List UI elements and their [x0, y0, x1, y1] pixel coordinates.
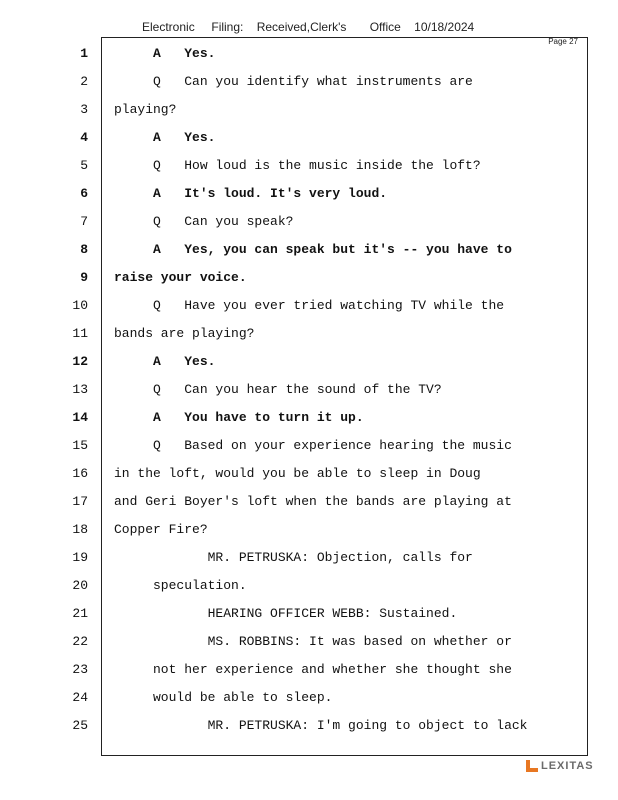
- line-number: 10: [72, 298, 88, 313]
- transcript-line: Q Can you identify what instruments are: [114, 74, 473, 89]
- line-number: 1: [80, 46, 88, 61]
- transcript-line: and Geri Boyer's loft when the bands are playing at: [114, 494, 512, 509]
- line-number: 20: [72, 578, 88, 593]
- line-number: 17: [72, 494, 88, 509]
- transcript-line: Q Have you ever tried watching TV while the: [114, 298, 505, 313]
- transcript-line: Copper Fire?: [114, 522, 208, 537]
- transcript-line: Q How loud is the music inside the loft?: [114, 158, 481, 173]
- transcript-line: playing?: [114, 102, 177, 117]
- transcript-line: speculation.: [114, 578, 247, 593]
- line-number: 18: [72, 522, 88, 537]
- line-number: 19: [72, 550, 88, 565]
- line-number: 7: [80, 214, 88, 229]
- transcript-line: A Yes, you can speak but it's -- you have to: [114, 242, 512, 257]
- line-number: 6: [80, 186, 88, 201]
- line-number: 12: [72, 354, 88, 369]
- transcript-line: A It's loud. It's very loud.: [114, 186, 388, 201]
- transcript-line: MR. PETRUSKA: Objection, calls for: [114, 550, 473, 565]
- transcript-line: raise your voice.: [114, 270, 247, 285]
- transcript-line: A You have to turn it up.: [114, 410, 364, 425]
- transcript-line: would be able to sleep.: [114, 690, 333, 705]
- lexitas-logo: [524, 758, 594, 774]
- line-number: 2: [80, 74, 88, 89]
- transcript-line: HEARING OFFICER WEBB: Sustained.: [114, 606, 458, 621]
- lexitas-logo-icon: [524, 758, 540, 774]
- line-number: 21: [72, 606, 88, 621]
- line-number: 16: [72, 466, 88, 481]
- logo-text: LEXITAS: [541, 760, 594, 772]
- line-number: 22: [72, 634, 88, 649]
- line-number: 11: [72, 326, 88, 341]
- transcript-line: A Yes.: [114, 130, 216, 145]
- line-number: 9: [80, 270, 88, 285]
- transcript-line: MS. ROBBINS: It was based on whether or: [114, 634, 512, 649]
- line-number: 8: [80, 242, 88, 257]
- transcript-line: Q Can you speak?: [114, 214, 294, 229]
- transcript-line: Q Can you hear the sound of the TV?: [114, 382, 442, 397]
- line-number: 24: [72, 690, 88, 705]
- transcript-line: not her experience and whether she thought she: [114, 662, 512, 677]
- transcript-line: A Yes.: [114, 354, 216, 369]
- transcript-line: MR. PETRUSKA: I'm going to object to lack: [114, 718, 528, 733]
- transcript-line: in the loft, would you be able to sleep in Doug: [114, 466, 481, 481]
- line-number: 23: [72, 662, 88, 677]
- line-number: 14: [72, 410, 88, 425]
- transcript-line: bands are playing?: [114, 326, 255, 341]
- page-number: Page 27: [548, 37, 578, 46]
- transcript-line: Q Based on your experience hearing the music: [114, 438, 512, 453]
- line-number: 15: [72, 438, 88, 453]
- line-number: 4: [80, 130, 88, 145]
- line-number: 5: [80, 158, 88, 173]
- filing-header: Electronic Filing: Received,Clerk's Office 10/18/2024: [142, 20, 475, 34]
- line-number: 25: [72, 718, 88, 733]
- line-number: 3: [80, 102, 88, 117]
- line-number: 13: [72, 382, 88, 397]
- transcript-line: A Yes.: [114, 46, 216, 61]
